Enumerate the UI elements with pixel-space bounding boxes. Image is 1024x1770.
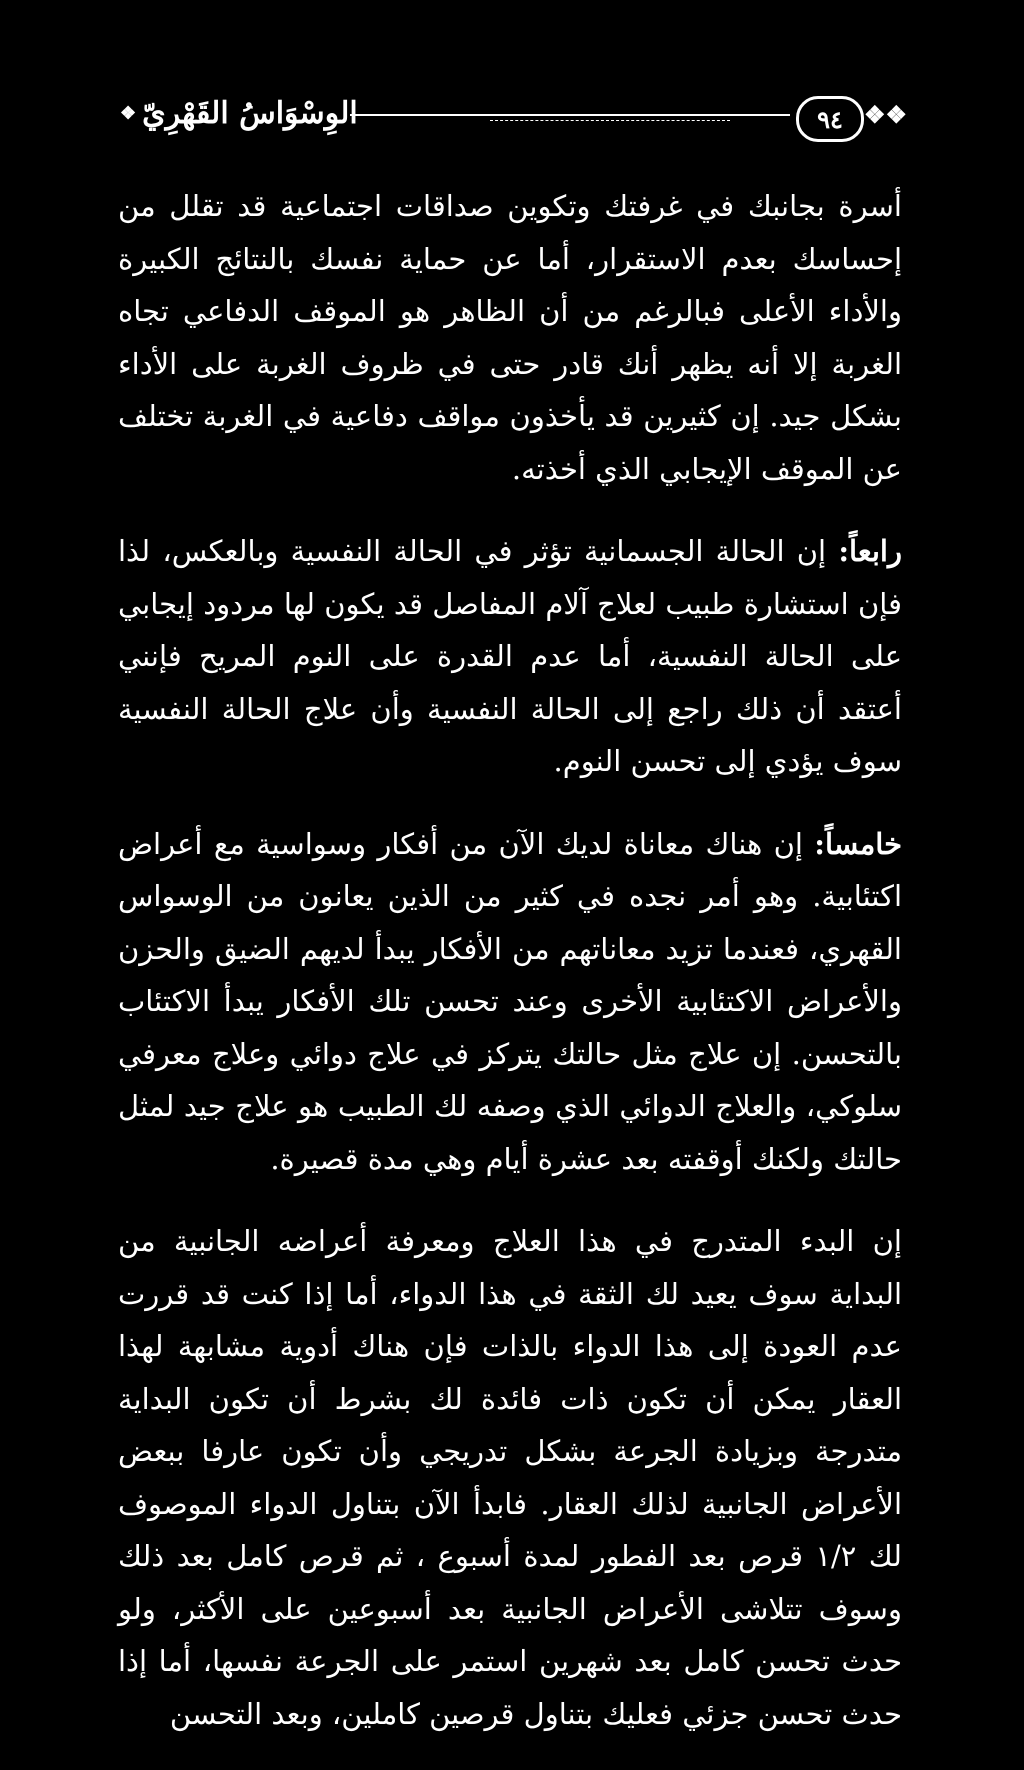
page-number: ٩٤ [817,104,843,134]
running-header [120,92,908,148]
page-ornament-icon: ❖❖ [864,100,908,129]
paragraph-3-text: إن هناك معاناة لديك الآن من أفكار وسواسية مع أعراض اكتئابية. وهو أمر نجده في كثير من الذين يعانون من الوسواس القهري، فعندما تزيد معاناتهم من الأفكار يبدأ لديهم الضيق والحزن والأعراض الاكتئابية الأخرى وعند تحسن تلك الأفكار يبدأ الاكتئاب بالتحسن. إن علاج مثل حالتك يتركز في علاج دوائي وعلاج معرفي سلوكي، والعلاج الدوائي الذي وصفه لك الطبيب هو علاج جيد لمثل حالتك ولكنك أوقفته بعد عشرة أيام وهي مدة قصيرة. [118,826,902,1176]
page-number-badge [796,96,864,142]
paragraph-2-text: إن الحالة الجسمانية تؤثر في الحالة النفسية وبالعكس، لذا فإن استشارة طبيب لعلاج آلام المفاصل قد يكون لها مردود إيجابي على الحالة النفسية، أما عدم القدرة على النوم المريح فإنني أعتقد أن ذلك راجع إلى الحالة النفسية وأن علاج الحالة النفسية سوف يؤدي إلى تحسن النوم. [118,534,903,778]
page-body [118,180,902,1770]
paragraph-4 [118,1215,902,1740]
paragraph-3 [118,818,902,1186]
paragraph-3-lead: خامساً: [814,826,903,861]
paragraph-1 [118,180,902,495]
paragraph-1-text: أسرة بجانبك في غرفتك وتكوين صداقات اجتماعية قد تقلل من إحساسك بعدم الاستقرار، أما عن حماية نفسك بالنتائج الكبيرة والأداء الأعلى فبالرغم من أن الظاهر هو الموقف الدفاعي تجاه الغربة إلا أنه يظهر أنك قادر حتى في ظروف الغربة على الأداء بشكل جيد. إن كثيرين قد يأخذون مواقف دفاعية في الغربة تختلف عن الموقف الإيجابي الذي أخذته. [118,189,902,486]
title-ornament-icon: ❖ [120,103,137,124]
header-rule-dashed [490,120,730,121]
paragraph-2 [118,525,902,788]
paragraph-4-text: إن البدء المتدرج في هذا العلاج ومعرفة أعراضه الجانبية من البداية سوف يعيد لك الثقة في هذا الدواء، أما إذا كنت قد قررت عدم العودة إلى هذا الدواء بالذات فإن هناك أدوية مشابهة لهذا العقار يمكن أن تكون ذات فائدة لك بشرط أن تكون البداية متدرجة وبزيادة الجرعة بشكل تدريجي وأن تكون عارفا ببعض الأعراض الجانبية لذلك العقار. فابدأ الآن بتناول الدواء الموصوف لك ١/٢ قرص بعد الفطور لمدة أسبوع ، ثم قرص كامل بعد ذلك وسوف تتلاشى الأعراض الجانبية بعد أسبوعين على الأكثر، ولو حدث تحسن كامل بعد شهرين استمر على الجرعة نفسها، أما إذا حدث تحسن جزئي فعليك بتناول قرصين كاملين، وبعد التحسن [118,1224,902,1731]
header-rule [350,114,790,116]
paragraph-2-lead: رابعاً: [838,534,902,568]
book-title [120,96,358,131]
book-title-text: الوِسْوَاسُ القَهْرِيّ [142,96,358,131]
